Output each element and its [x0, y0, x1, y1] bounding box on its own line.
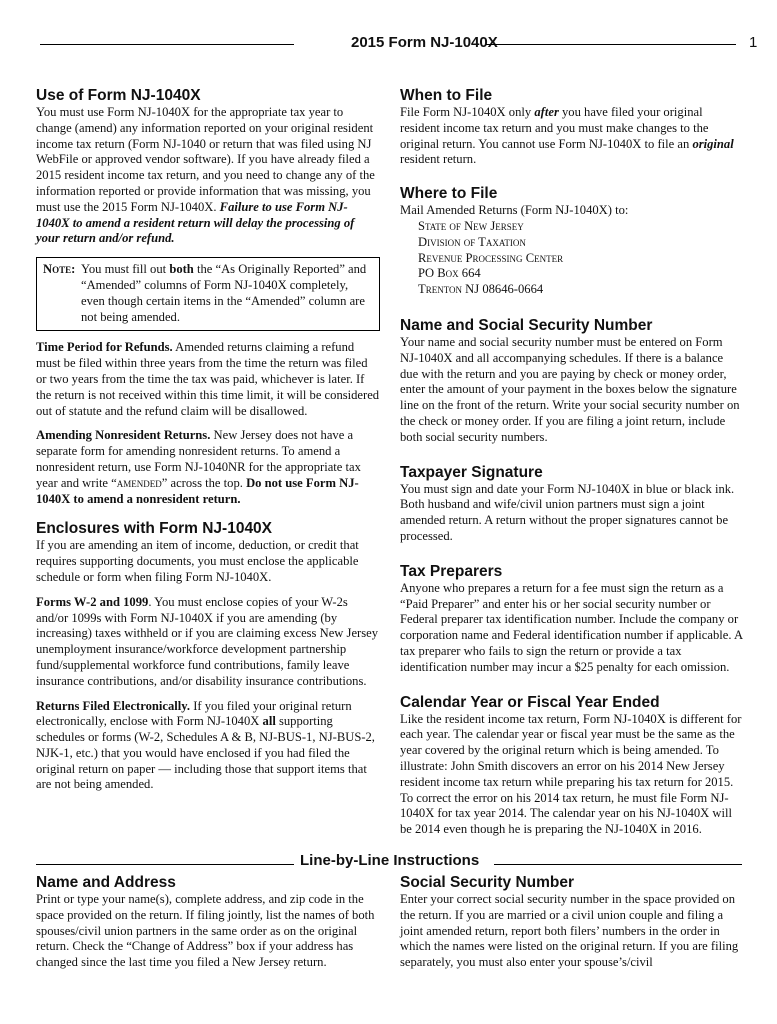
- line-by-line-divider: [36, 852, 742, 872]
- use-of-form-warning: Failure to use Form NJ-1040X to amend a resident return will delay the processing of your return and/or refund.: [36, 199, 355, 246]
- w2-lead: Forms W-2 and 1099: [36, 594, 149, 609]
- address-line: Division of Taxation: [418, 234, 526, 249]
- where-to-file-intro: Mail Amended Returns (Form NJ-1040X) to:: [400, 203, 629, 218]
- calendar-year-heading: Calendar Year or Fiscal Year Ended: [400, 693, 660, 711]
- nonresident-lead: Amending Nonresident Returns.: [36, 428, 211, 443]
- signature-heading: Taxpayer Signature: [400, 463, 543, 481]
- time-period-lead: Time Period for Refunds.: [36, 340, 173, 355]
- when-to-file-text: File Form NJ-1040X only after you have filed your original resident income tax return and you must make changes to the original return. You cannot use Form NJ-1040X to file an original resident return.: [400, 105, 734, 167]
- address-line: PO Box 664: [418, 266, 481, 281]
- time-period-text: Time Period for Refunds. Amended returns claiming a refund must be filed within three years from the time the return was filed or two years from the time the tax was paid, whichever is later. If the return is not received within this time limit, it will be considered out of statute and the refund claim will be disallowed.: [36, 340, 380, 418]
- ssn-body: Enter your correct social security number in the space provided on the return. If you are married or a civil union couple and filing a joint amended return, report both filers’ numbers in the order in which the names were listed on the original return. If you are filing separately, you must also enter your spouse’s/civil: [400, 892, 739, 970]
- divider-rule-left: [36, 864, 294, 865]
- enclosures-body: If you are amending an item of income, deduction, or credit that requires supporting documents, you must enclose the applicable schedule or form when filing Form NJ-1040X.: [36, 538, 359, 584]
- address-line: Revenue Processing Center: [418, 250, 564, 265]
- right-column: [400, 86, 743, 838]
- tax-preparers-heading: Tax Preparers: [400, 562, 503, 580]
- ssn-section: [400, 873, 745, 971]
- electronic-text: Returns Filed Electronically. If you filed your original return electronically, enclose with Form NJ-1040X all supporting schedules or forms (W-2, Schedules A & B, NJ-BUS-1, NJ-BUS-2, NJK-1, etc.) that you would have enclosed if you had filed the original return on paper — including those that support items that are not being amended.: [36, 698, 375, 792]
- name-ssn-body: Your name and social security number must be entered on Form NJ-1040X and all accompanying schedules. If there is a balance due with the return and you are paying by check or money order, enter the amount of your payment in the boxes below the signature line on the front of the return. Write your social security number on the check or money order. If you are filing a joint return, include both social security numbers.: [400, 334, 740, 444]
- when-to-file-heading: When to File: [400, 87, 493, 104]
- header-rule-right: [486, 44, 736, 45]
- note-label: Note:: [43, 262, 76, 277]
- use-of-form-heading: Use of Form NJ-1040X: [36, 87, 201, 104]
- header-rule-left: [40, 44, 294, 45]
- enclosures-heading: Enclosures with Form NJ-1040X: [36, 520, 273, 538]
- use-of-form-text: [36, 105, 380, 247]
- use-of-form-body: You must use Form NJ-1040X for the appropriate tax year to change (amend) any information reported on your original resident income tax return (Form NJ-1040 or return that was filed using NJ WebFile or approved vendor software). If you have already filed a 2015 resident income tax return, and you need to change any of the information reported or provide information that was missing, you must use the 2015 Form NJ-1040X.: [36, 105, 375, 214]
- page-number: 1: [749, 34, 758, 51]
- nonresident-text: Amending Nonresident Returns. New Jersey does not have a separate form for amending nonresident returns. To amend a nonresident return, use Form NJ-1040NR for the appropriate tax year and write “amended” across the top. Do not use Form NJ-1040X to amend a nonresident return.: [36, 428, 361, 506]
- electronic-lead: Returns Filed Electronically.: [36, 698, 191, 713]
- w2-text: Forms W-2 and 1099. You must enclose copies of your W-2s and/or 1099s with Form NJ-1040X if you are amending (by increasing) taxes withheld or if you are claiming excess New Jersey unemployment insurance/workforce development partnership fund/supplemental workforce fund contributions, family leave insurance contributions, and/or disability insurance contributions.: [36, 594, 379, 688]
- ssn-heading: Social Security Number: [400, 874, 575, 891]
- calendar-year-body: Like the resident income tax return, Form NJ-1040X is different for each year. The calendar year or fiscal year must be the same as the year covered by the original return which is being amended. To illustrate: John Smith discovers an error on his 2014 New Jersey resident income tax return while preparing his tax return for 2015. To correct the error on his 2014 tax return, he must file Form NJ-1040X for tax year 2014. The calendar year on his NJ-1040X will be 2014 even though he is preparing the NJ-1040X in 2016.: [400, 711, 742, 837]
- form-title: 2015 Form NJ-1040X: [351, 34, 498, 51]
- name-address-heading: Name and Address: [36, 874, 176, 891]
- where-to-file-heading: Where to File: [400, 185, 498, 203]
- name-address-section: [36, 873, 376, 971]
- line-by-line-title: Line-by-Line Instructions: [300, 852, 480, 869]
- note-box: [36, 257, 380, 331]
- note-text: You must fill out both the “As Originally Reported” and “Amended” columns of Form NJ-1040X completely, even though certain items in the “Amended” column are not being amended.: [81, 262, 367, 324]
- name-address-body: Print or type your name(s), complete address, and zip code in the space provided on the return. If filing jointly, list the names of both spouses/civil union partners in the same order as on the original return. Check the “Change of Address” box if your address has changed since the last time you filed a New Jersey return.: [36, 892, 375, 970]
- address-line: State of New Jersey: [418, 218, 524, 233]
- mailing-address: [400, 219, 743, 298]
- address-line: Trenton NJ 08646-0664: [418, 282, 544, 297]
- divider-rule-right: [494, 864, 742, 865]
- left-column: [36, 86, 380, 793]
- name-ssn-heading: Name and Social Security Number: [400, 316, 653, 334]
- signature-body: You must sign and date your Form NJ-1040X in blue or black ink. Both husband and wife/civil union partners must sign a joint amended return. A return without the proper signatures cannot be processed.: [400, 481, 735, 543]
- tax-preparers-body: Anyone who prepares a return for a fee must sign the return as a “Paid Preparer” and enter his or her social security number or Federal preparer tax identification number. Include the company or corporation name and Federal identification number if applicable. A tax preparer who fails to sign the return or provide a tax identification number may incur a $25 penalty for each omission.: [400, 580, 743, 674]
- page-header: [40, 32, 758, 56]
